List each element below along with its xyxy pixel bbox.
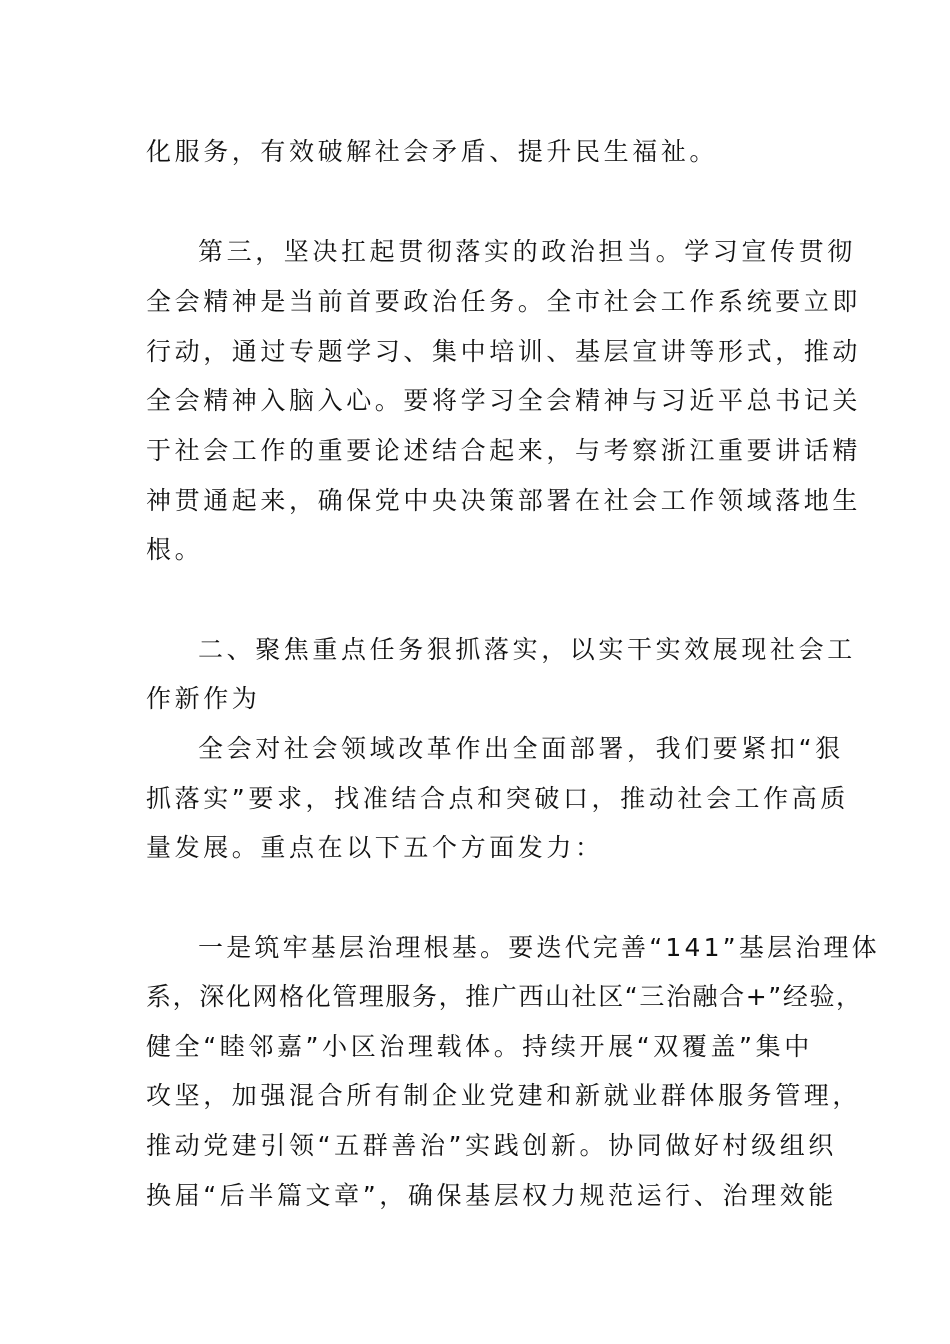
paragraph-first-item-line: 一是筑牢基层治理根基。要迭代完善“141”基层治理体	[198, 933, 880, 962]
section-heading-line: 二、聚焦重点任务狠抓落实，以实干实效展现社会工	[198, 635, 856, 664]
section-heading-line: 作新作为	[146, 684, 261, 713]
paragraph-first-item-line: 攻坚，加强混合所有制企业党建和新就业群体服务管理，	[146, 1081, 862, 1110]
paragraph-third-point-line: 第三，坚决扛起贯彻落实的政治担当。学习宣传贯彻	[198, 237, 856, 266]
paragraph-first-item-line: 推动党建引领“五群善治”实践创新。协同做好村级组织	[146, 1131, 837, 1160]
paragraph-intro-line: 量发展。重点在以下五个方面发力：	[146, 833, 604, 862]
paragraph-third-point-line: 根。	[146, 535, 204, 564]
paragraph-third-point-line: 于社会工作的重要论述结合起来，与考察浙江重要讲话精	[146, 436, 862, 465]
paragraph-continuation-line: 化服务，有效破解社会矛盾、提升民生福祉。	[146, 137, 719, 166]
paragraph-third-point-line: 神贯通起来，确保党中央决策部署在社会工作领域落地生	[146, 486, 862, 515]
paragraph-intro-line: 抓落实”要求，找准结合点和突破口，推动社会工作高质	[146, 784, 849, 813]
paragraph-third-point-line: 全会精神入脑入心。要将学习全会精神与习近平总书记关	[146, 386, 862, 415]
paragraph-first-item-line: 系，深化网格化管理服务，推广西山社区“三治融合+”经验，	[146, 982, 863, 1011]
paragraph-third-point-line: 全会精神是当前首要政治任务。全市社会工作系统要立即	[146, 287, 862, 316]
paragraph-intro-line: 全会对社会领域改革作出全面部署，我们要紧扣“狠	[198, 734, 844, 763]
paragraph-first-item-line: 换届“后半篇文章”，确保基层权力规范运行、治理效能	[146, 1181, 837, 1210]
paragraph-first-item-line: 健全“睦邻嘉”小区治理载体。持续开展“双覆盖”集中	[146, 1032, 813, 1061]
paragraph-third-point-line: 行动，通过专题学习、集中培训、基层宣讲等形式，推动	[146, 337, 862, 366]
